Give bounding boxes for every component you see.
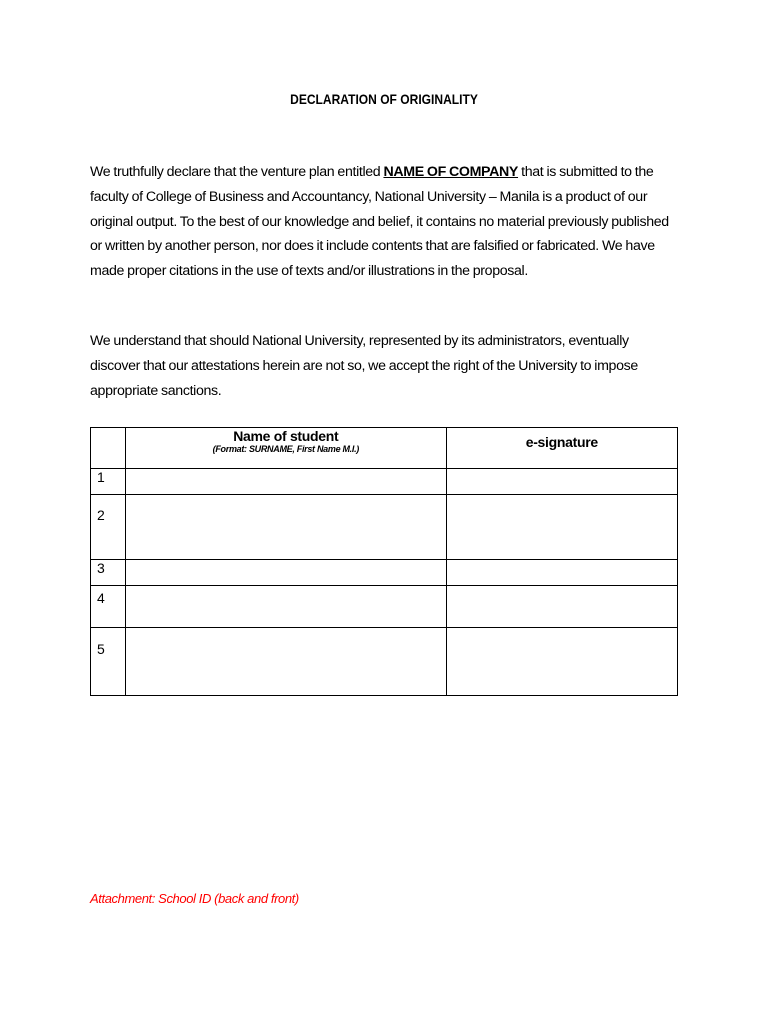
- company-name-placeholder: NAME OF COMPANY: [383, 164, 519, 180]
- sanctions-paragraph: We understand that should National University, represented by its administrators, eventually discover that our attestations herein are not so, we accept the right of the University to impose appropriate sanctions.: [90, 333, 638, 399]
- student-signature-table: [90, 427, 678, 696]
- table-row: [91, 469, 678, 495]
- table-row: [91, 560, 678, 586]
- signature-cell[interactable]: [446, 586, 677, 628]
- name-format-note: (Format: SURNAME, First Name M.I.): [212, 444, 359, 454]
- signature-cell[interactable]: [446, 560, 677, 586]
- row-number: 5: [91, 628, 126, 696]
- table-header-row: [91, 428, 678, 469]
- name-column-title: Name of student: [233, 428, 339, 444]
- table-row: [91, 628, 678, 696]
- declaration-paragraph: [90, 160, 670, 284]
- student-name-cell[interactable]: [126, 469, 447, 495]
- table-row: [91, 586, 678, 628]
- row-number: 4: [91, 586, 126, 628]
- signature-cell[interactable]: [446, 495, 677, 560]
- signature-cell[interactable]: [446, 469, 677, 495]
- document-title: DECLARATION OF ORIGINALITY: [290, 91, 478, 107]
- student-name-cell[interactable]: [126, 495, 447, 560]
- row-number: 1: [91, 469, 126, 495]
- row-number: 2: [91, 495, 126, 560]
- signature-column-header: e-signature: [446, 428, 677, 469]
- name-column-header: [126, 428, 447, 469]
- student-name-cell[interactable]: [126, 628, 447, 696]
- number-column-header: [91, 428, 126, 469]
- signature-cell[interactable]: [446, 628, 677, 696]
- student-name-cell[interactable]: [126, 586, 447, 628]
- row-number: 3: [91, 560, 126, 586]
- declaration-text-start: We truthfully declare that the venture plan entitled: [90, 164, 384, 180]
- attachment-note: Attachment: School ID (back and front): [90, 891, 299, 906]
- table-row: [91, 495, 678, 560]
- declaration-text-end: that is submitted to the faculty of College of Business and Accountancy, National University – Manila is a product of our original output. To the best of our knowledge and belief, it contains no material previously published or written by another person, nor does it include contents that are falsified or fabricated. We have made proper citations in the use of texts and/or illustrations in the proposal.: [90, 164, 669, 280]
- student-name-cell[interactable]: [126, 560, 447, 586]
